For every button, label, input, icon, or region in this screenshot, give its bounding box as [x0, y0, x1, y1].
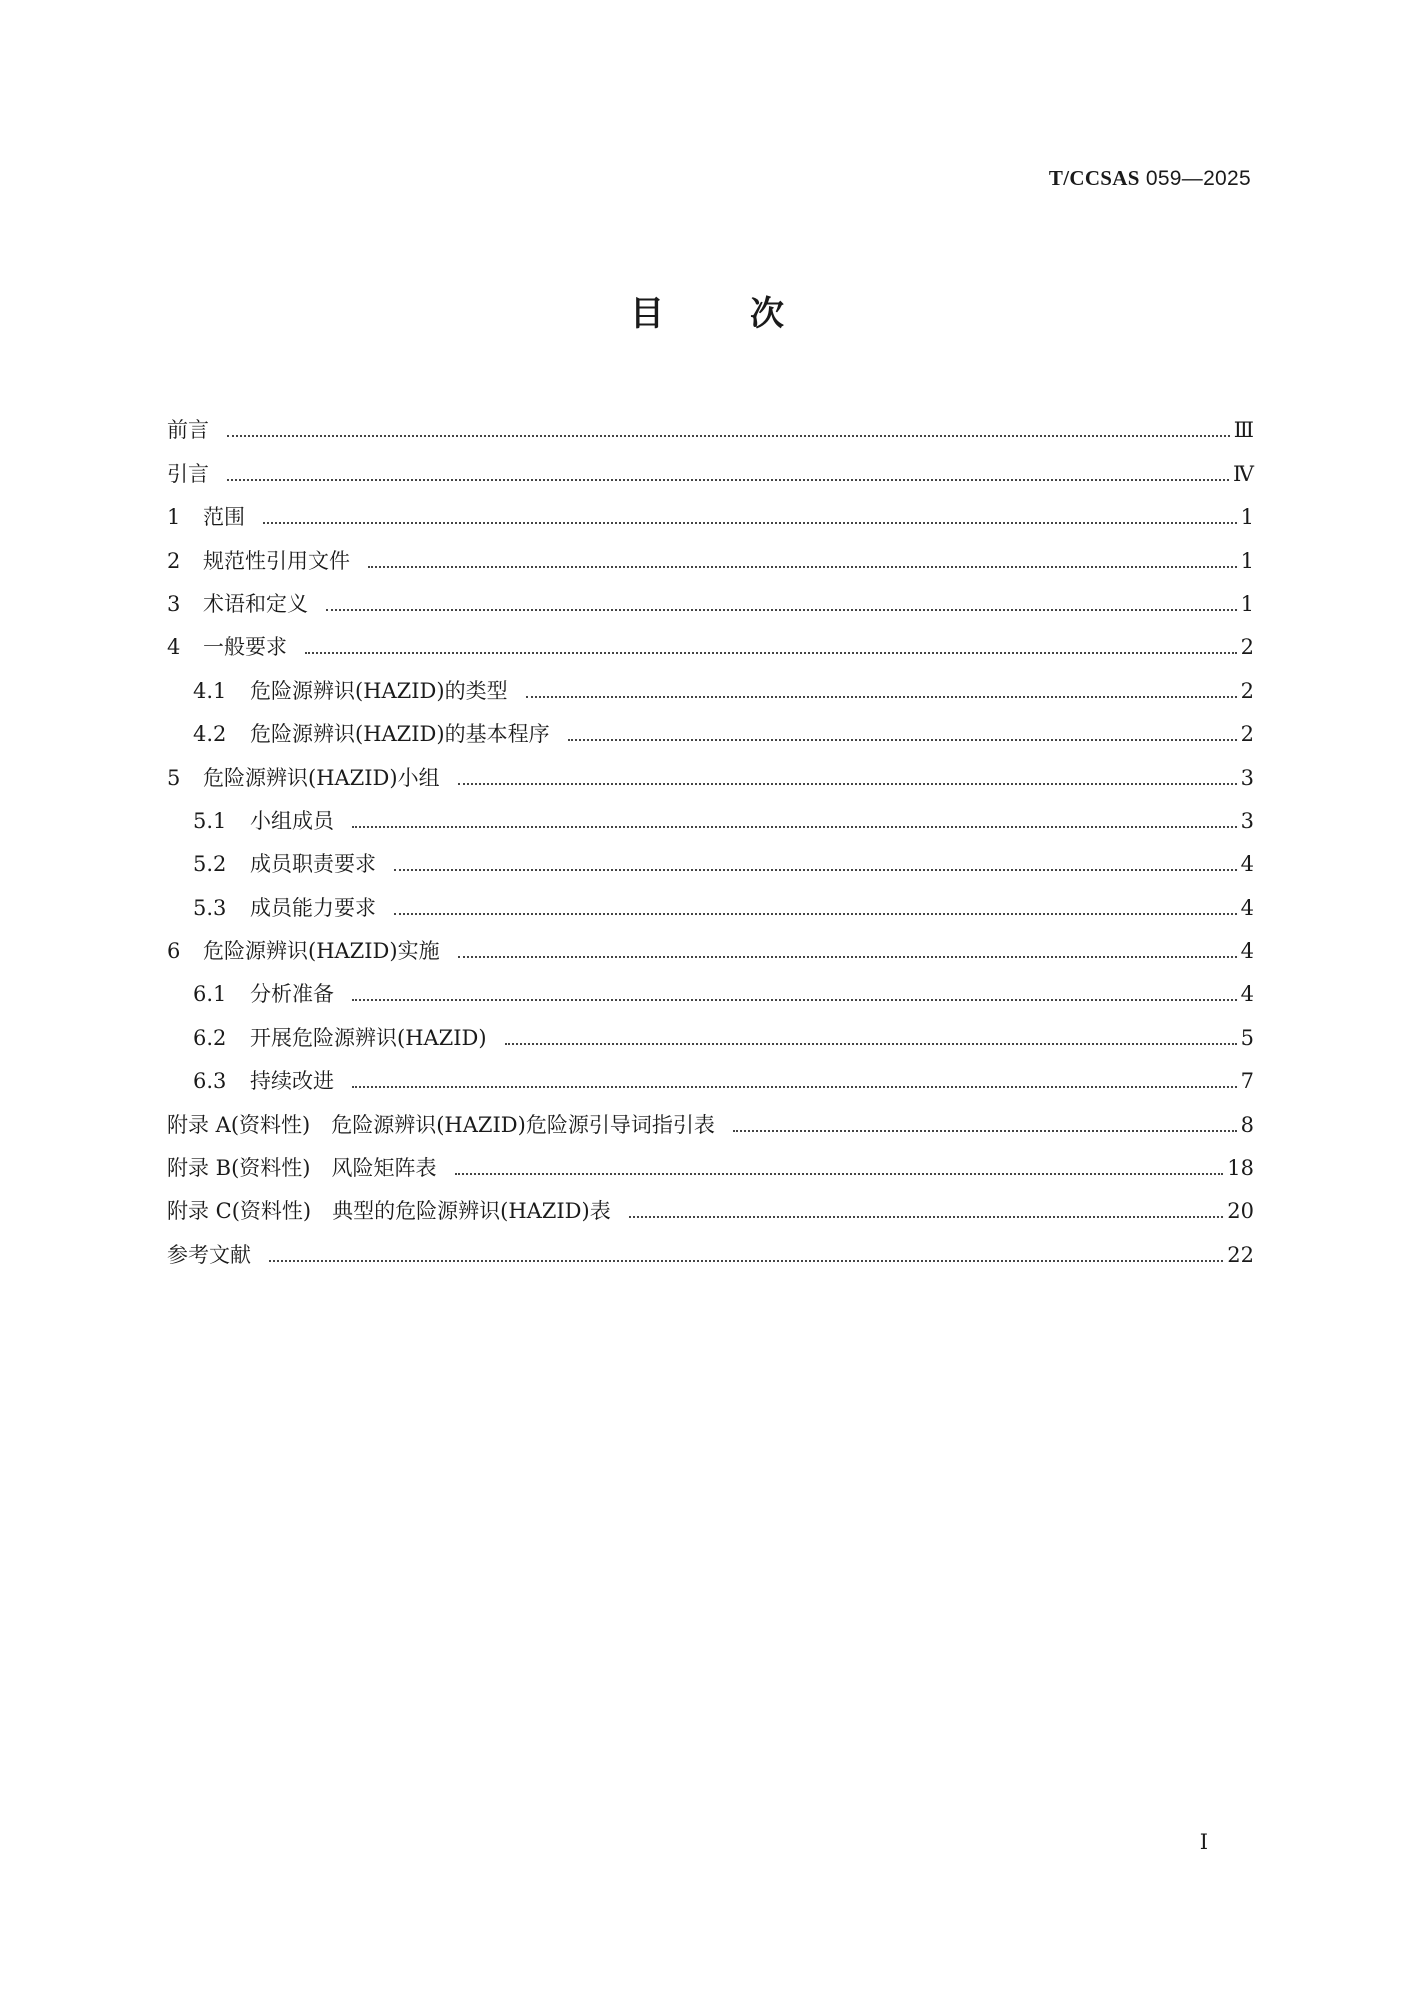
toc-entry-number: 5.3 [193, 895, 227, 920]
toc-entry-page: 18 [1227, 1156, 1254, 1181]
toc-entry-page: 2 [1240, 678, 1254, 703]
toc-dot-leader [394, 913, 1237, 915]
toc-entry-label [193, 808, 334, 833]
toc-entry-page: 8 [1240, 1112, 1254, 1137]
toc-entry-text: 成员能力要求 [250, 895, 376, 920]
toc-entry-label [193, 1071, 334, 1092]
toc-entry-text: 分析准备 [250, 982, 334, 1007]
toc-entry-text: 范围 [203, 505, 245, 530]
toc-entry[interactable] [167, 528, 1254, 571]
toc-entry-page: 7 [1240, 1069, 1254, 1094]
toc-dot-leader [733, 1130, 1237, 1132]
toc-entry-label [193, 724, 550, 745]
toc-entry-label [167, 1242, 251, 1267]
toc-entry-page: 4 [1240, 852, 1254, 877]
toc-entry-text: 成员职责要求 [250, 852, 376, 877]
toc-entry-number: 1 [167, 505, 181, 530]
toc-entry-text: 持续改进 [250, 1069, 334, 1094]
page-title-char-1: 目 [630, 294, 664, 334]
toc-dot-leader [227, 479, 1229, 481]
toc-entry-number: 2 [167, 548, 181, 573]
toc-entry-number: 5.1 [193, 808, 227, 833]
toc-entry-text: 危险源辨识(HAZID)小组 [203, 765, 440, 790]
toc-entry-text: 附录 A(资料性) 危险源辨识(HAZID)危险源引导词指引表 [167, 1112, 715, 1137]
toc-entry-label [193, 895, 376, 920]
toc-entry[interactable] [167, 832, 1254, 875]
toc-entry-number: 4.2 [193, 722, 227, 747]
toc-entry-text: 附录 B(资料性) 风险矩阵表 [167, 1156, 437, 1181]
toc-entry-page: 3 [1240, 808, 1254, 833]
toc-dot-leader [227, 435, 1230, 437]
toc-dot-leader [568, 739, 1237, 741]
toc-entry-text: 危险源辨识(HAZID)的基本程序 [250, 722, 550, 747]
toc-entry-text: 参考文献 [167, 1242, 251, 1267]
toc-dot-leader [629, 1216, 1224, 1218]
toc-entry-page: 1 [1240, 505, 1254, 530]
toc-dot-leader [458, 783, 1237, 785]
toc-entry-page: 22 [1227, 1242, 1254, 1267]
toc-dot-leader [352, 826, 1237, 828]
toc-entry[interactable] [167, 572, 1254, 615]
toc-entry-number: 6.3 [193, 1069, 227, 1094]
document-code-number: 059—2025 [1145, 167, 1251, 190]
toc-entry-number: 6.1 [193, 982, 227, 1007]
toc-entry-label [167, 461, 209, 486]
toc-entry[interactable] [167, 745, 1254, 788]
toc-entry-page: Ⅲ [1233, 418, 1254, 443]
toc-entry-text: 危险源辨识(HAZID)的类型 [250, 678, 508, 703]
toc-dot-leader [352, 999, 1237, 1001]
toc-entry[interactable] [167, 1179, 1254, 1222]
toc-entry-page: 5 [1240, 1025, 1254, 1050]
toc-entry[interactable] [167, 1136, 1254, 1179]
toc-entry-page: 2 [1240, 635, 1254, 660]
toc-entry-label [167, 1201, 611, 1222]
toc-entry[interactable] [167, 441, 1254, 484]
toc-entry[interactable] [167, 485, 1254, 528]
toc-entry-number: 6 [167, 939, 181, 964]
toc-entry[interactable] [167, 1092, 1254, 1135]
toc-dot-leader [368, 566, 1237, 568]
toc-entry[interactable] [167, 919, 1254, 962]
toc-entry[interactable] [167, 658, 1254, 701]
toc-entry-text: 小组成员 [250, 808, 334, 833]
toc-entry-label [167, 548, 350, 573]
toc-entry-label [193, 984, 334, 1005]
toc-entry-text: 术语和定义 [203, 591, 308, 616]
toc-entry[interactable] [167, 1049, 1254, 1092]
toc-entry-number: 4.1 [193, 678, 227, 703]
toc-entry[interactable] [167, 875, 1254, 918]
toc-dot-leader [455, 1173, 1224, 1175]
toc-entry-label [167, 507, 245, 528]
toc-entry-label [193, 854, 376, 875]
toc-entry[interactable] [167, 702, 1254, 745]
toc-dot-leader [394, 869, 1237, 871]
toc-entry[interactable] [167, 1005, 1254, 1048]
toc-entry-text: 危险源辨识(HAZID)实施 [203, 939, 440, 964]
toc-entry-text: 附录 C(资料性) 典型的危险源辨识(HAZID)表 [167, 1199, 611, 1224]
page-title-char-2: 次 [750, 294, 784, 334]
toc-entry-page: 4 [1240, 895, 1254, 920]
toc-entry-page: 20 [1227, 1199, 1254, 1224]
toc-dot-leader [352, 1086, 1237, 1088]
toc-entry-text: 引言 [167, 461, 209, 486]
toc-entry-label [167, 1112, 715, 1137]
toc-entry-page: 2 [1240, 722, 1254, 747]
toc-entry[interactable] [167, 789, 1254, 832]
toc-entry-page: 4 [1240, 982, 1254, 1007]
document-code-prefix: T/CCSAS [1048, 166, 1140, 190]
page-number: I [1199, 1830, 1208, 1854]
toc-entry-number: 3 [167, 591, 181, 616]
table-of-contents [167, 398, 1254, 1266]
toc-entry[interactable] [167, 398, 1254, 441]
toc-entry-page: 3 [1240, 765, 1254, 790]
toc-entry-label [193, 678, 508, 703]
toc-dot-leader [269, 1260, 1223, 1262]
toc-entry-number: 5 [167, 765, 181, 790]
toc-entry-page: Ⅳ [1233, 461, 1254, 486]
toc-entry-text: 一般要求 [203, 635, 287, 660]
page-title [0, 286, 1414, 335]
toc-entry-label [167, 941, 440, 962]
toc-dot-leader [505, 1043, 1237, 1045]
toc-entry-label [167, 637, 287, 658]
toc-entry-text: 规范性引用文件 [203, 548, 350, 573]
toc-entry-text: 前言 [167, 418, 209, 443]
toc-entry-page: 1 [1240, 591, 1254, 616]
toc-entry[interactable] [167, 1222, 1254, 1265]
toc-dot-leader [305, 652, 1237, 654]
toc-entry[interactable] [167, 962, 1254, 1005]
toc-entry-text: 开展危险源辨识(HAZID) [250, 1025, 487, 1050]
toc-entry-label [167, 591, 308, 616]
toc-entry-label [167, 765, 440, 790]
toc-entry[interactable] [167, 615, 1254, 658]
document-code [1049, 166, 1251, 191]
toc-entry-number: 4 [167, 635, 181, 660]
toc-entry-page: 1 [1240, 548, 1254, 573]
toc-entry-number: 6.2 [193, 1025, 227, 1050]
toc-entry-label [167, 420, 209, 441]
toc-entry-number: 5.2 [193, 852, 227, 877]
toc-dot-leader [526, 696, 1237, 698]
toc-entry-page: 4 [1240, 939, 1254, 964]
toc-dot-leader [458, 956, 1237, 958]
toc-entry-label [167, 1158, 437, 1179]
toc-dot-leader [263, 522, 1237, 524]
toc-entry-label [193, 1025, 487, 1050]
toc-dot-leader [326, 609, 1237, 611]
